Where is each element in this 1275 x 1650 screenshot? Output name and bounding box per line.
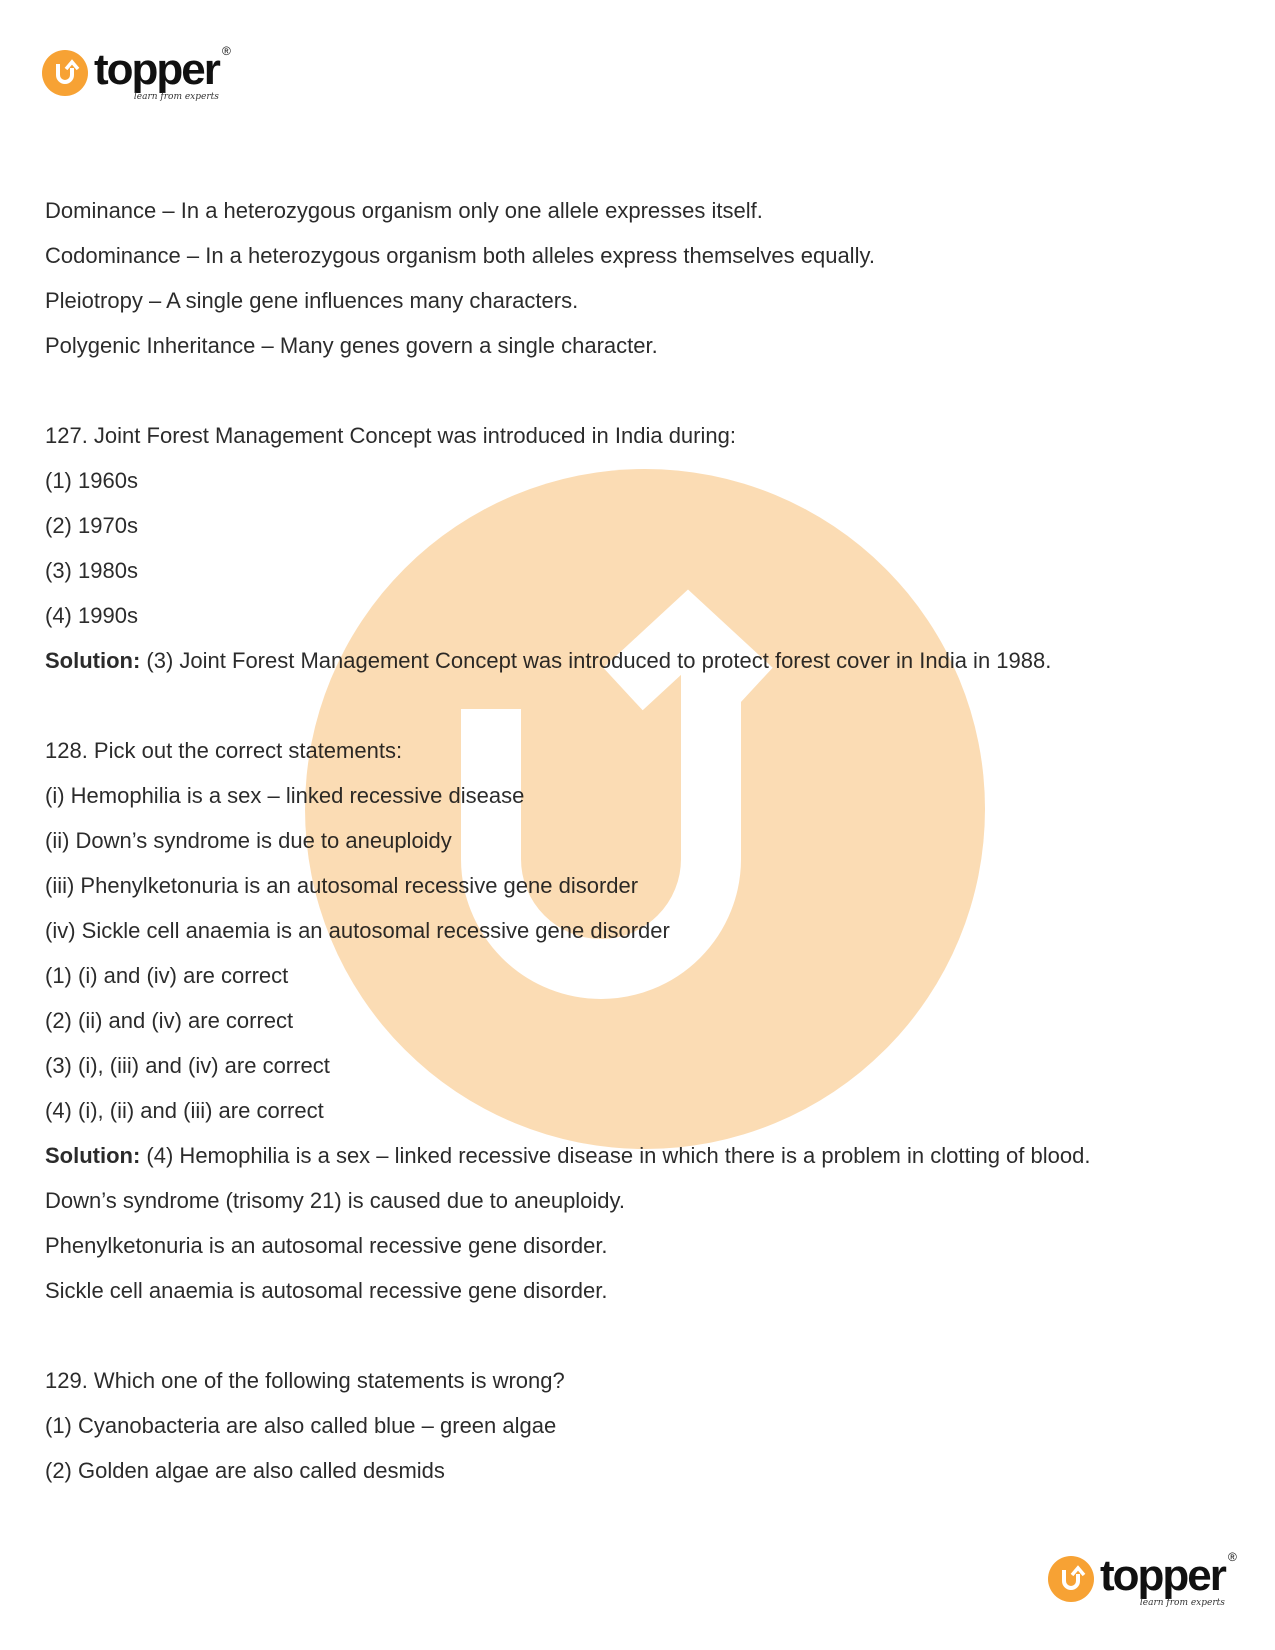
q127-solution <box>45 638 1225 683</box>
q128-statement-i: (i) Hemophilia is a sex – linked recessive disease <box>45 783 525 808</box>
q129-option-1: (1) Cyanobacteria are also called blue – green algae <box>45 1413 557 1438</box>
q128-solution-line-2: Down’s syndrome (trisomy 21) is caused due to aneuploidy. <box>45 1188 626 1213</box>
topper-logo-footer <box>1048 1550 1237 1608</box>
topper-logo-icon <box>42 50 88 96</box>
u-arrow-icon <box>50 58 80 88</box>
u-arrow-icon <box>1056 1564 1086 1594</box>
q127-option-2: (2) 1970s <box>45 513 138 538</box>
registered-mark: ® <box>1228 1550 1237 1564</box>
q128-solution-text: (4) Hemophilia is a sex – linked recessive disease in which there is a problem in clotting of blood. <box>140 1143 1091 1168</box>
q127-option-3: (3) 1980s <box>45 558 138 583</box>
definition-pleiotropy: Pleiotropy – A single gene influences many characters. <box>45 288 579 313</box>
q128-solution <box>45 1133 1225 1178</box>
topper-logo-header <box>42 44 231 102</box>
q127-option-4: (4) 1990s <box>45 603 138 628</box>
q128-statement-iii: (iii) Phenylketonuria is an autosomal recessive gene disorder <box>45 873 639 898</box>
q129-question: 129. Which one of the following statements is wrong? <box>45 1368 565 1393</box>
logo-wordmark: topper <box>1100 1551 1225 1600</box>
q128-option-4: (4) (i), (ii) and (iii) are correct <box>45 1098 324 1123</box>
q127-option-1: (1) 1960s <box>45 468 138 493</box>
solution-label: Solution: <box>45 648 141 673</box>
q127-solution-text: (3) Joint Forest Management Concept was introduced to protect forest cover in India in 1988. <box>140 648 1052 673</box>
logo-tagline: learn from experts <box>1139 1598 1225 1608</box>
definition-polygenic: Polygenic Inheritance – Many genes govern a single character. <box>45 333 658 358</box>
definition-codominance: Codominance – In a heterozygous organism both alleles express themselves equally. <box>45 243 875 268</box>
q128-option-3: (3) (i), (iii) and (iv) are correct <box>45 1053 330 1078</box>
q128-statement-iv: (iv) Sickle cell anaemia is an autosomal recessive gene disorder <box>45 918 670 943</box>
q128-option-1: (1) (i) and (iv) are correct <box>45 963 289 988</box>
logo-wordmark: topper <box>94 45 219 94</box>
q128-statement-ii: (ii) Down’s syndrome is due to aneuploidy <box>45 828 452 853</box>
registered-mark: ® <box>222 44 231 58</box>
definition-dominance: Dominance – In a heterozygous organism only one allele expresses itself. <box>45 198 763 223</box>
q129-option-2: (2) Golden algae are also called desmids <box>45 1458 445 1483</box>
solution-label: Solution: <box>45 1143 141 1168</box>
q128-question: 128. Pick out the correct statements: <box>45 738 403 763</box>
topper-logo-icon <box>1048 1556 1094 1602</box>
q128-option-2: (2) (ii) and (iv) are correct <box>45 1008 294 1033</box>
q128-solution-line-3: Phenylketonuria is an autosomal recessive gene disorder. <box>45 1233 608 1258</box>
document-body <box>45 188 1225 1493</box>
q128-solution-line-4: Sickle cell anaemia is autosomal recessive gene disorder. <box>45 1278 608 1303</box>
logo-tagline: learn from experts <box>133 92 219 102</box>
q127-question: 127. Joint Forest Management Concept was introduced in India during: <box>45 423 736 448</box>
